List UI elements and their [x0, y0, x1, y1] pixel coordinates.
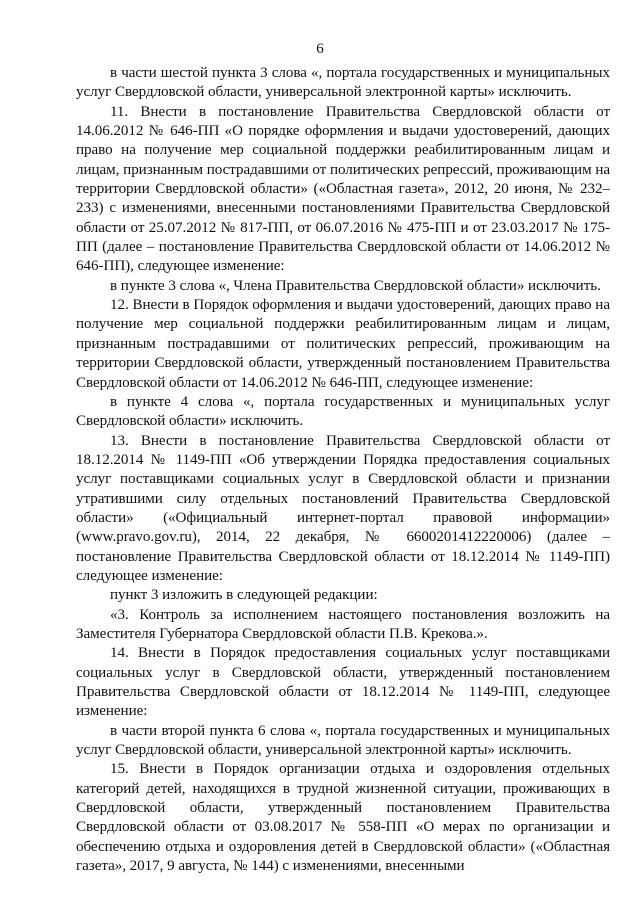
paragraph-part-6-clause-3: в части шестой пункта 3 слова «, портала государственных и муниципальных услуг Свердловской области, универсальной электронной карты» исключить. [76, 65, 610, 101]
paragraph-item-14-change: в части второй пункта 6 слова «, портала государственных и муниципальных услуг Свердловской области, универсальной электронной карты» исключить. [76, 722, 610, 759]
paragraph-item-11: 11. Внести в постановление Правительства Свердловской области от 14.06.2012 № 646-ПП «О порядке оформления и выдачи удостоверений, дающих право на получение мер социальной поддержки реабилитированным лицам и лицам, признанным пострадавшими от политических репрессий, проживающим на территории Свердловской области» («Областная газета», 2012, 20 июня, № 232–233) с изменениями, внесенными постановлениями Правительства Свердловской области от 25.07.2012 № 817-ПП, от 06.07.2016 № 475-ПП и от 23.03.2017 № 175-ПП (далее – постановление Правительства Свердловской области от 14.06.2012 № 646-ПП), следующее изменение: [76, 103, 610, 275]
paragraph-item-11-change: в пункте 3 слова «, Члена Правительства Свердловской области» исключить. [110, 277, 601, 294]
paragraph-item-13: 13. Внести в постановление Правительства Свердловской области от 18.12.2014 № 1149-ПП «Об утверждении Порядка предоставления социальных услуг поставщиками социальных услуг в Свердловской области и признании утратившими силу отдельных постановлений Правительства Свердловской области» («Официальный интернет-портал правовой информации» (www.pravo.gov.ru), 2014, 22 декабря, № 6600201412220006) (далее – постановление Правительства Свердловской области от 18.12.2014 № 1149-ПП) следующее изменение: [76, 432, 610, 584]
paragraph-item-15: 15. Внести в Порядок организации отдыха и оздоровления отдельных категорий детей, находящихся в трудной жизненной ситуации, проживающих в Свердловской области, утвержденный постановлением Правительства Свердловской области от 03.08.2017 № 558-ПП «О мерах по организации и обеспечению отдыха и оздоровления детей в Свердловской области» («Областная газета», 2017, 9 августа, № 144) с изменениями, внесенными [76, 761, 610, 875]
paragraph-item-12-change: в пункте 4 слова «, портала государственных и муниципальных услуг Свердловской области» исключить. [76, 393, 610, 430]
paragraph-item-13-change: пункт 3 изложить в следующей редакции: [110, 587, 378, 604]
paragraph-item-13-new-text: «3. Контроль за исполнением настоящего постановления возложить на Заместителя Губернатора Свердловской области П.В. Крекова.». [76, 606, 610, 642]
document-body [76, 64, 610, 876]
page-number: 6 [316, 41, 324, 57]
paragraph-item-14: 14. Внести в Порядок предоставления социальных услуг поставщиками социальных услуг в Свердловской области, утвержденный постановлением Правительства Свердловской области от 18.12.2014 № 1149-ПП, следующее изменение: [76, 645, 610, 720]
paragraph-item-12: 12. Внести в Порядок оформления и выдачи удостоверений, дающих право на получение мер социальной поддержки реабилитированным лицам и лицам, признанным пострадавшими от политических репрессий, проживающим на территории Свердловской области, утвержденный постановлением Правительства Свердловской области от 14.06.2012 № 646-ПП, следующее изменение: [76, 297, 610, 391]
